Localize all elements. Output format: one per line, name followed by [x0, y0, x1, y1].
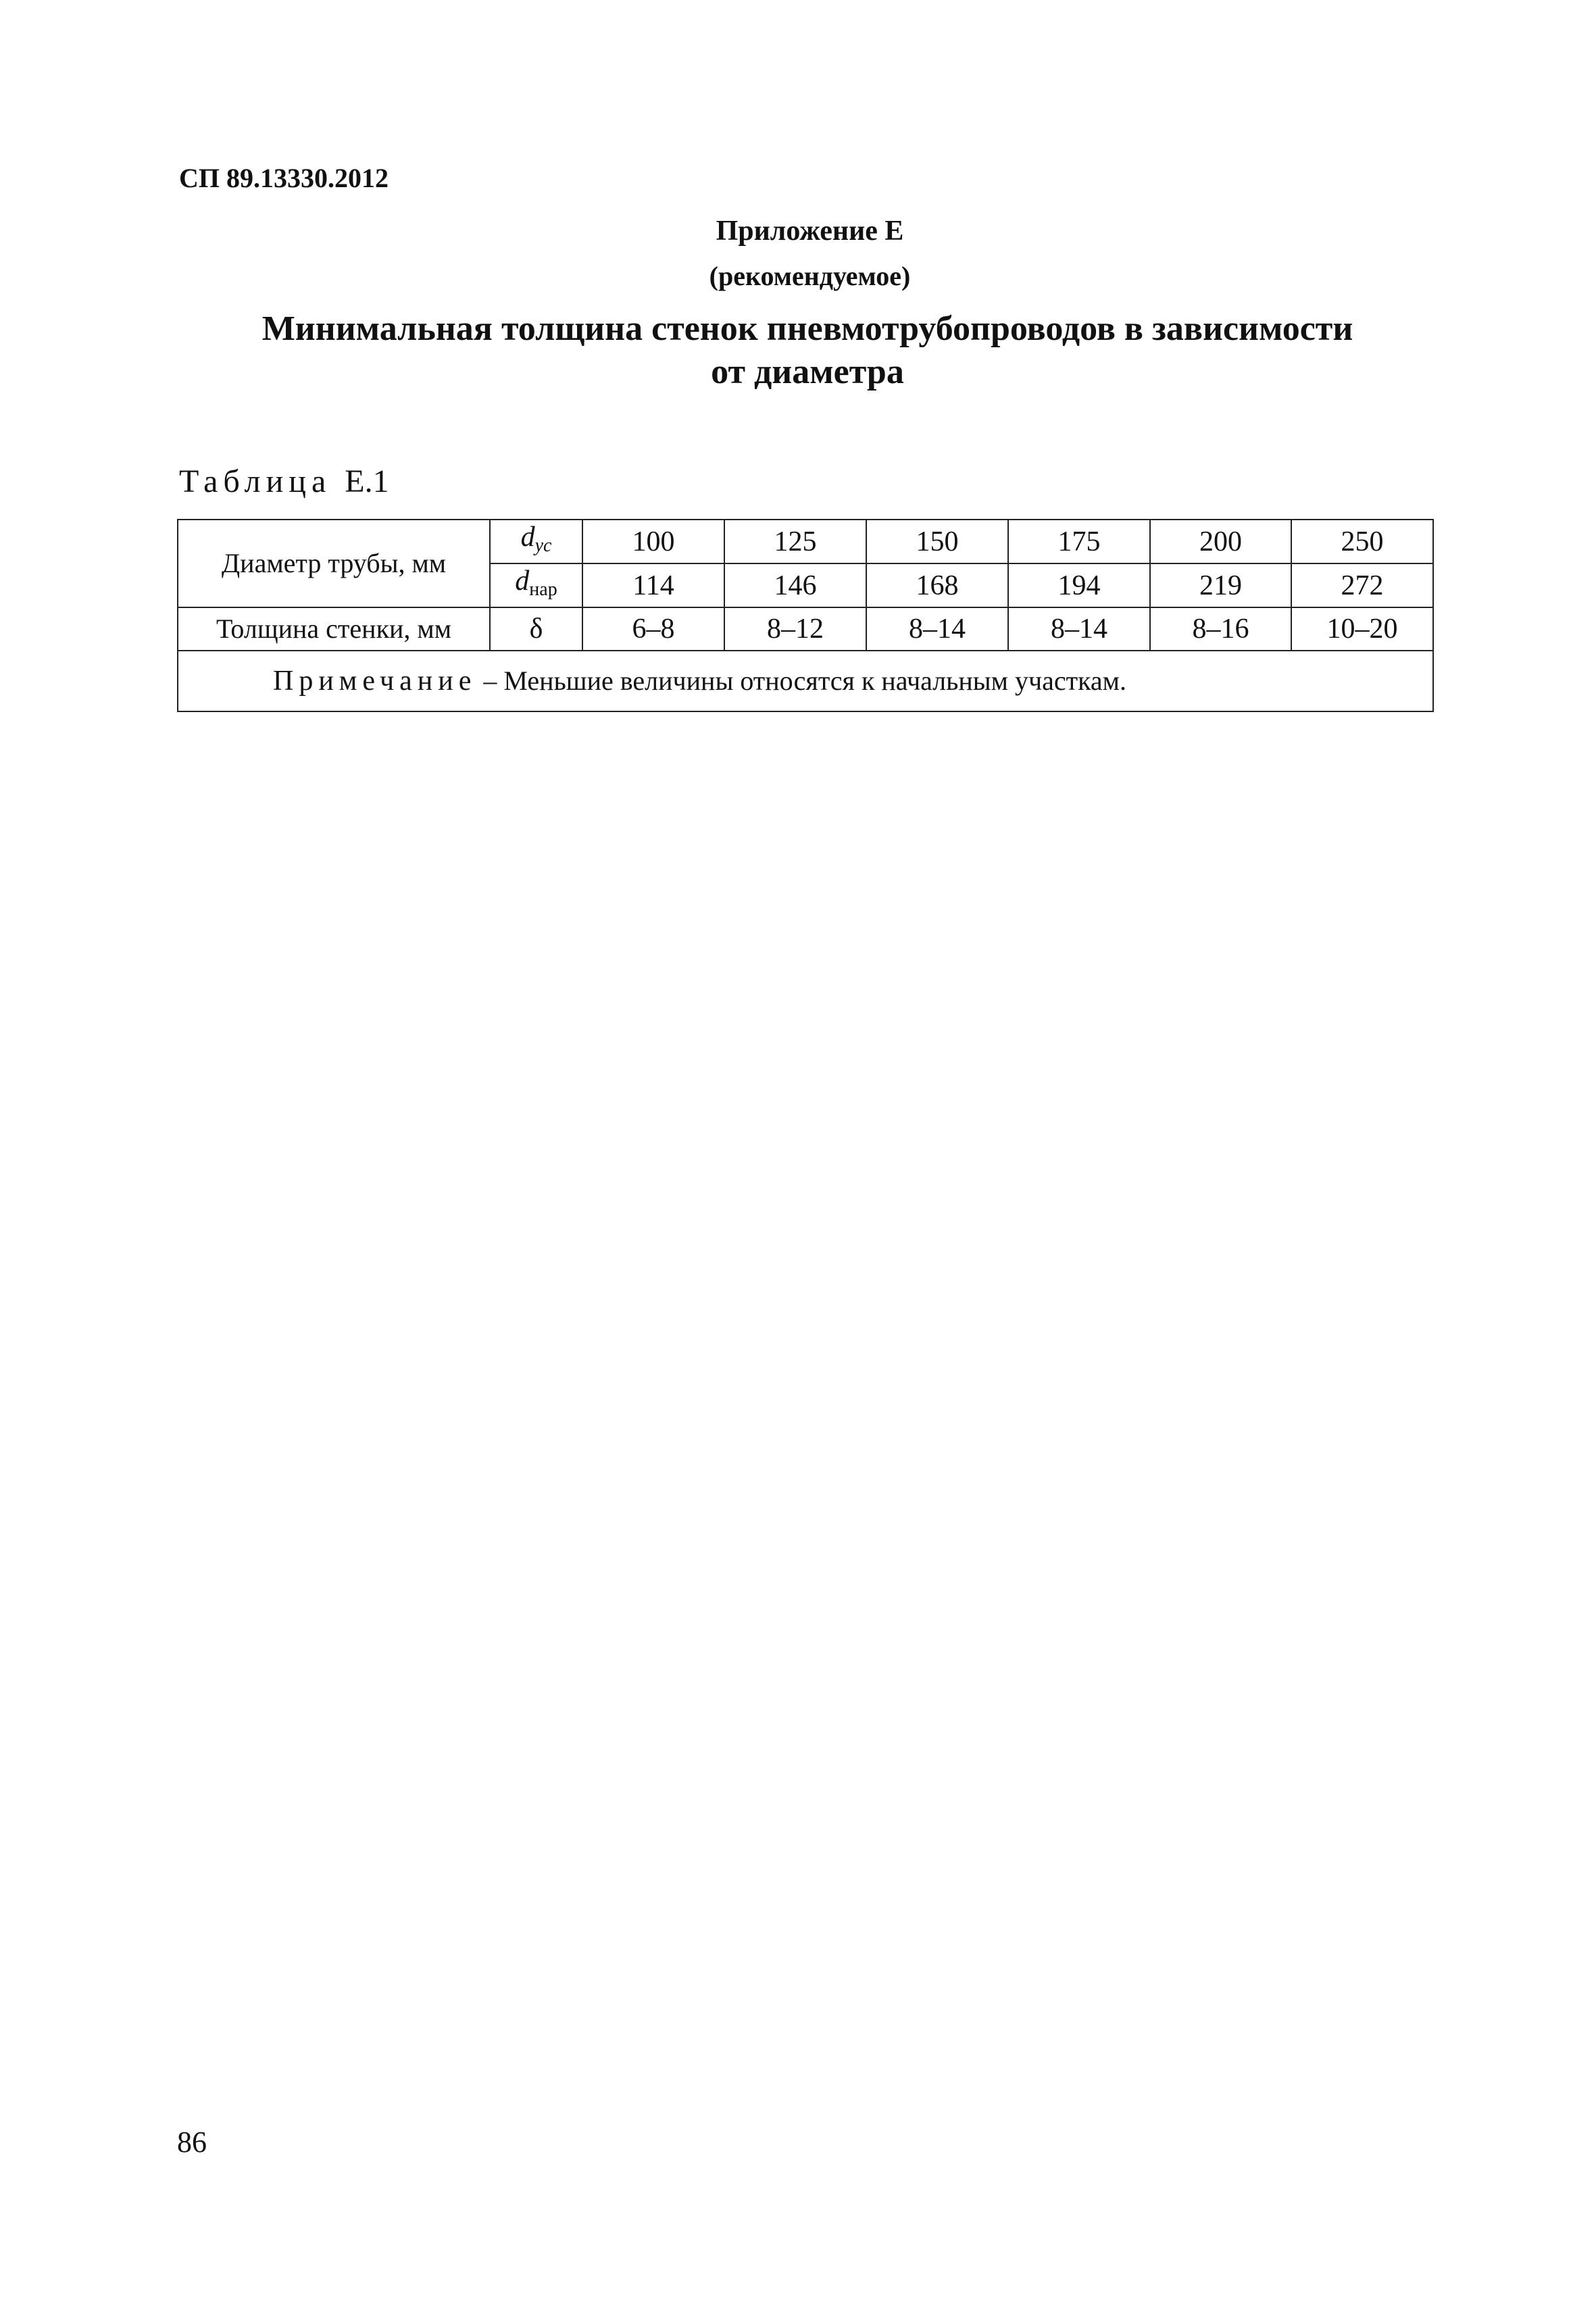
- table-cell: 175: [1008, 520, 1150, 563]
- table-cell: 8–16: [1150, 607, 1291, 651]
- table-cell: 250: [1291, 520, 1433, 563]
- table-cell: 10–20: [1291, 607, 1433, 651]
- d-outer-symbol-cell: $d_{нар}$: [490, 563, 582, 607]
- table-cell: 100: [582, 520, 724, 563]
- document-code: СП 89.13330.2012: [179, 163, 389, 193]
- delta-symbol-cell: δ: [490, 607, 582, 651]
- table-note: [178, 651, 1433, 711]
- thickness-label-cell: Толщина стенки, мм: [178, 607, 490, 651]
- table-cell: 125: [724, 520, 866, 563]
- appendix-heading: [203, 307, 1412, 394]
- table-caption-number: Е.1: [345, 463, 389, 499]
- note-text: – Меньшие величины относятся к начальным участкам.: [476, 665, 1126, 696]
- appendix-status: (рекомендуемое): [709, 261, 911, 291]
- appendix-title: Приложение Е: [716, 216, 904, 247]
- table-cell: 8–12: [724, 607, 866, 651]
- table-cell: 6–8: [582, 607, 724, 651]
- page-number: 86: [177, 2126, 207, 2159]
- table-row-d-nominal: [178, 520, 1433, 563]
- table-cell: 146: [724, 563, 866, 607]
- table-cell: 150: [866, 520, 1008, 563]
- note-word: Примечание: [273, 665, 477, 697]
- table-cell: 8–14: [1008, 607, 1150, 651]
- table-cell: 219: [1150, 563, 1291, 607]
- table-cell: 194: [1008, 563, 1150, 607]
- wall-thickness-table: [177, 519, 1434, 712]
- table-row-thickness: [178, 607, 1433, 651]
- diameter-label-cell: Диаметр трубы, мм: [178, 520, 490, 607]
- table-caption: [179, 463, 389, 500]
- table-cell: 200: [1150, 520, 1291, 563]
- table-cell: 168: [866, 563, 1008, 607]
- table-cell: 272: [1291, 563, 1433, 607]
- table-caption-word: Таблица: [179, 463, 332, 499]
- appendix-heading-line-2: от диаметра: [711, 353, 904, 391]
- table-cell: 8–14: [866, 607, 1008, 651]
- table-cell: 114: [582, 563, 724, 607]
- table-row-note: [178, 651, 1433, 711]
- d-nominal-symbol-cell: $d_{ус}$: [490, 520, 582, 563]
- appendix-heading-line-1: Минимальная толщина стенок пневмотрубопроводов в зависимости: [261, 309, 1353, 348]
